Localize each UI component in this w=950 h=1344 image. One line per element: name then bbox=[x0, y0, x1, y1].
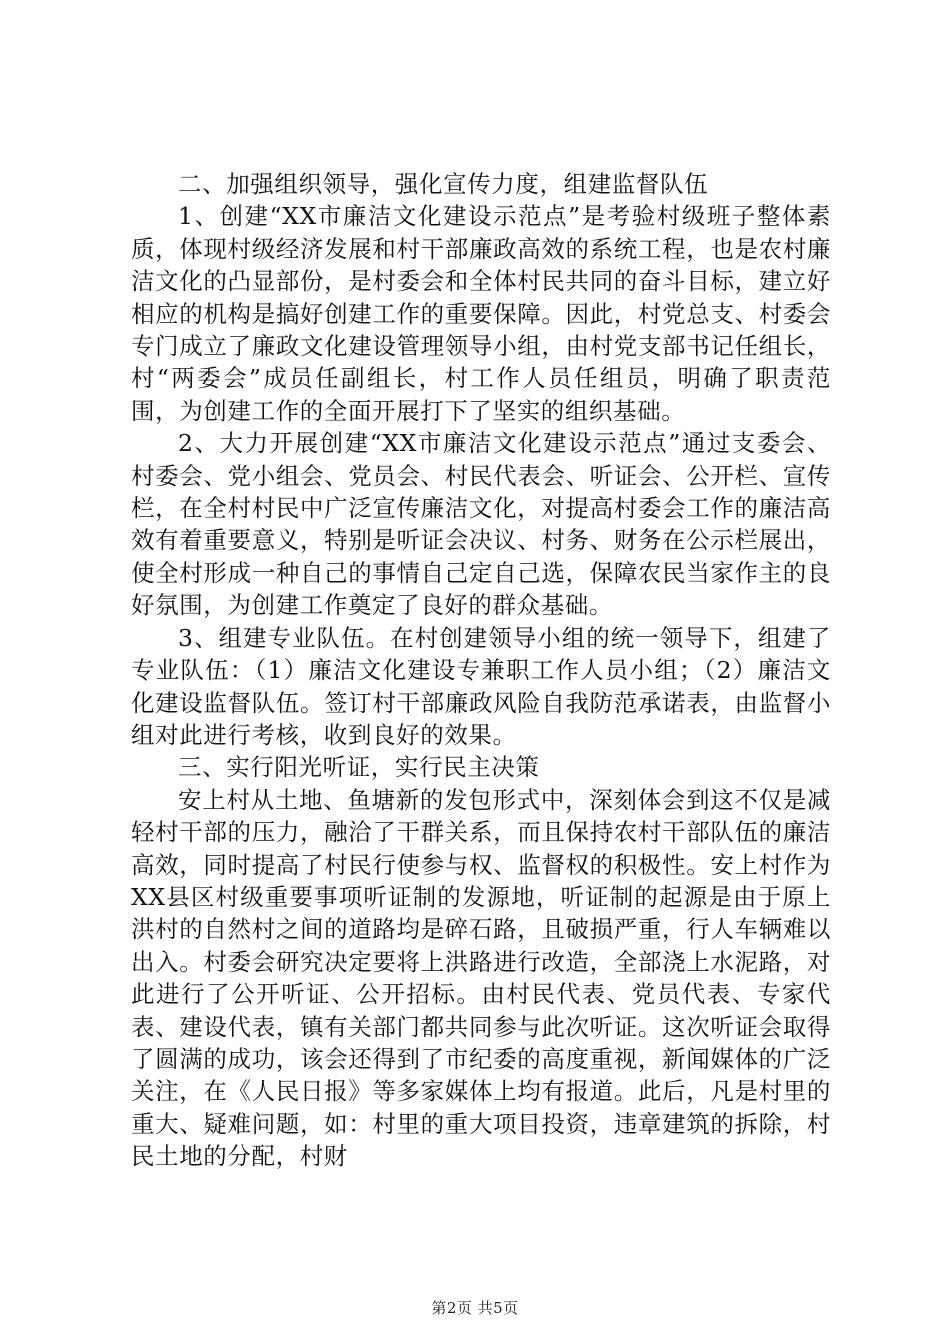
paragraph-hearing: 安上村从土地、鱼塘新的发包形式中，深刻体会到这不仅是减轻村干部的压力，融洽了干群关系，而且保持农村干部队伍的廉洁高效，同时提高了村民行使参与权、监督权的积极性。安上村作为XX县区村级重要事项听证制的发源地，听证制的起源是由于原上洪村的自然村之间的道路均是碎石路，且破损严重，行人车辆难以出入。村委会研究决定要将上洪路进行改造，全部浇上水泥路，对此进行了公开听证、公开招标。由村民代表、党员代表、专家代表、建设代表，镇有关部门都共同参与此次听证。这次听证会取得了圆满的成功，该会还得到了市纪委的高度重视，新闻媒体的广泛关注，在《人民日报》等多家媒体上均有报道。此后，凡是村里的重大、疑难问题，如：村里的重大项目投资，违章建筑的拆除，村民土地的分配，村财 bbox=[131, 785, 831, 1171]
paragraph-item-2: 2、大力开展创建“XX市廉洁文化建设示范点”通过支委会、村委会、党小组会、党员会、村民代表会、听证会、公开栏、宣传栏，在全村村民中广泛宣传廉洁文化，对提高村委会工作的廉洁高效有着重要意义，特别是听证会决议、村务、财务在公示栏展出，使全村形成一种自己的事情自己定自己选，保障农民当家作主的良好氛围，为创建工作奠定了良好的群众基础。 bbox=[131, 429, 831, 620]
document-body bbox=[131, 168, 831, 1173]
paragraph-item-3: 3、组建专业队伍。在村创建领导小组的统一领导下，组建了专业队伍：（1）廉洁文化建设专兼职工作人员小组；（2）廉洁文化建设监督队伍。签订村干部廉政风险自我防范承诺表，由监督小组对此进行考核，收到良好的效果。 bbox=[131, 623, 831, 749]
page-number-footer: 第2页 共5页 bbox=[431, 1299, 519, 1317]
section-heading-2: 二、加强组织领导，强化宣传力度，组建监督队伍 bbox=[178, 170, 709, 198]
paragraph-item-1: 1、创建“XX市廉洁文化建设示范点”是考验村级班子整体素质，体现村级经济发展和村干部廉政高效的系统工程，也是农村廉洁文化的凸显部份，是村委会和全体村民共同的奋斗目标，建立好相应的机构是搞好创建工作的重要保障。因此，村党总支、村委会专门成立了廉政文化建设管理领导小组，由村党支部书记任组长，村“两委会”成员任副组长，村工作人员任组员，明确了职责范围，为创建工作的全面开展打下了坚实的组织基础。 bbox=[131, 202, 831, 425]
section-heading-3: 三、实行阳光听证，实行民主决策 bbox=[178, 753, 540, 782]
